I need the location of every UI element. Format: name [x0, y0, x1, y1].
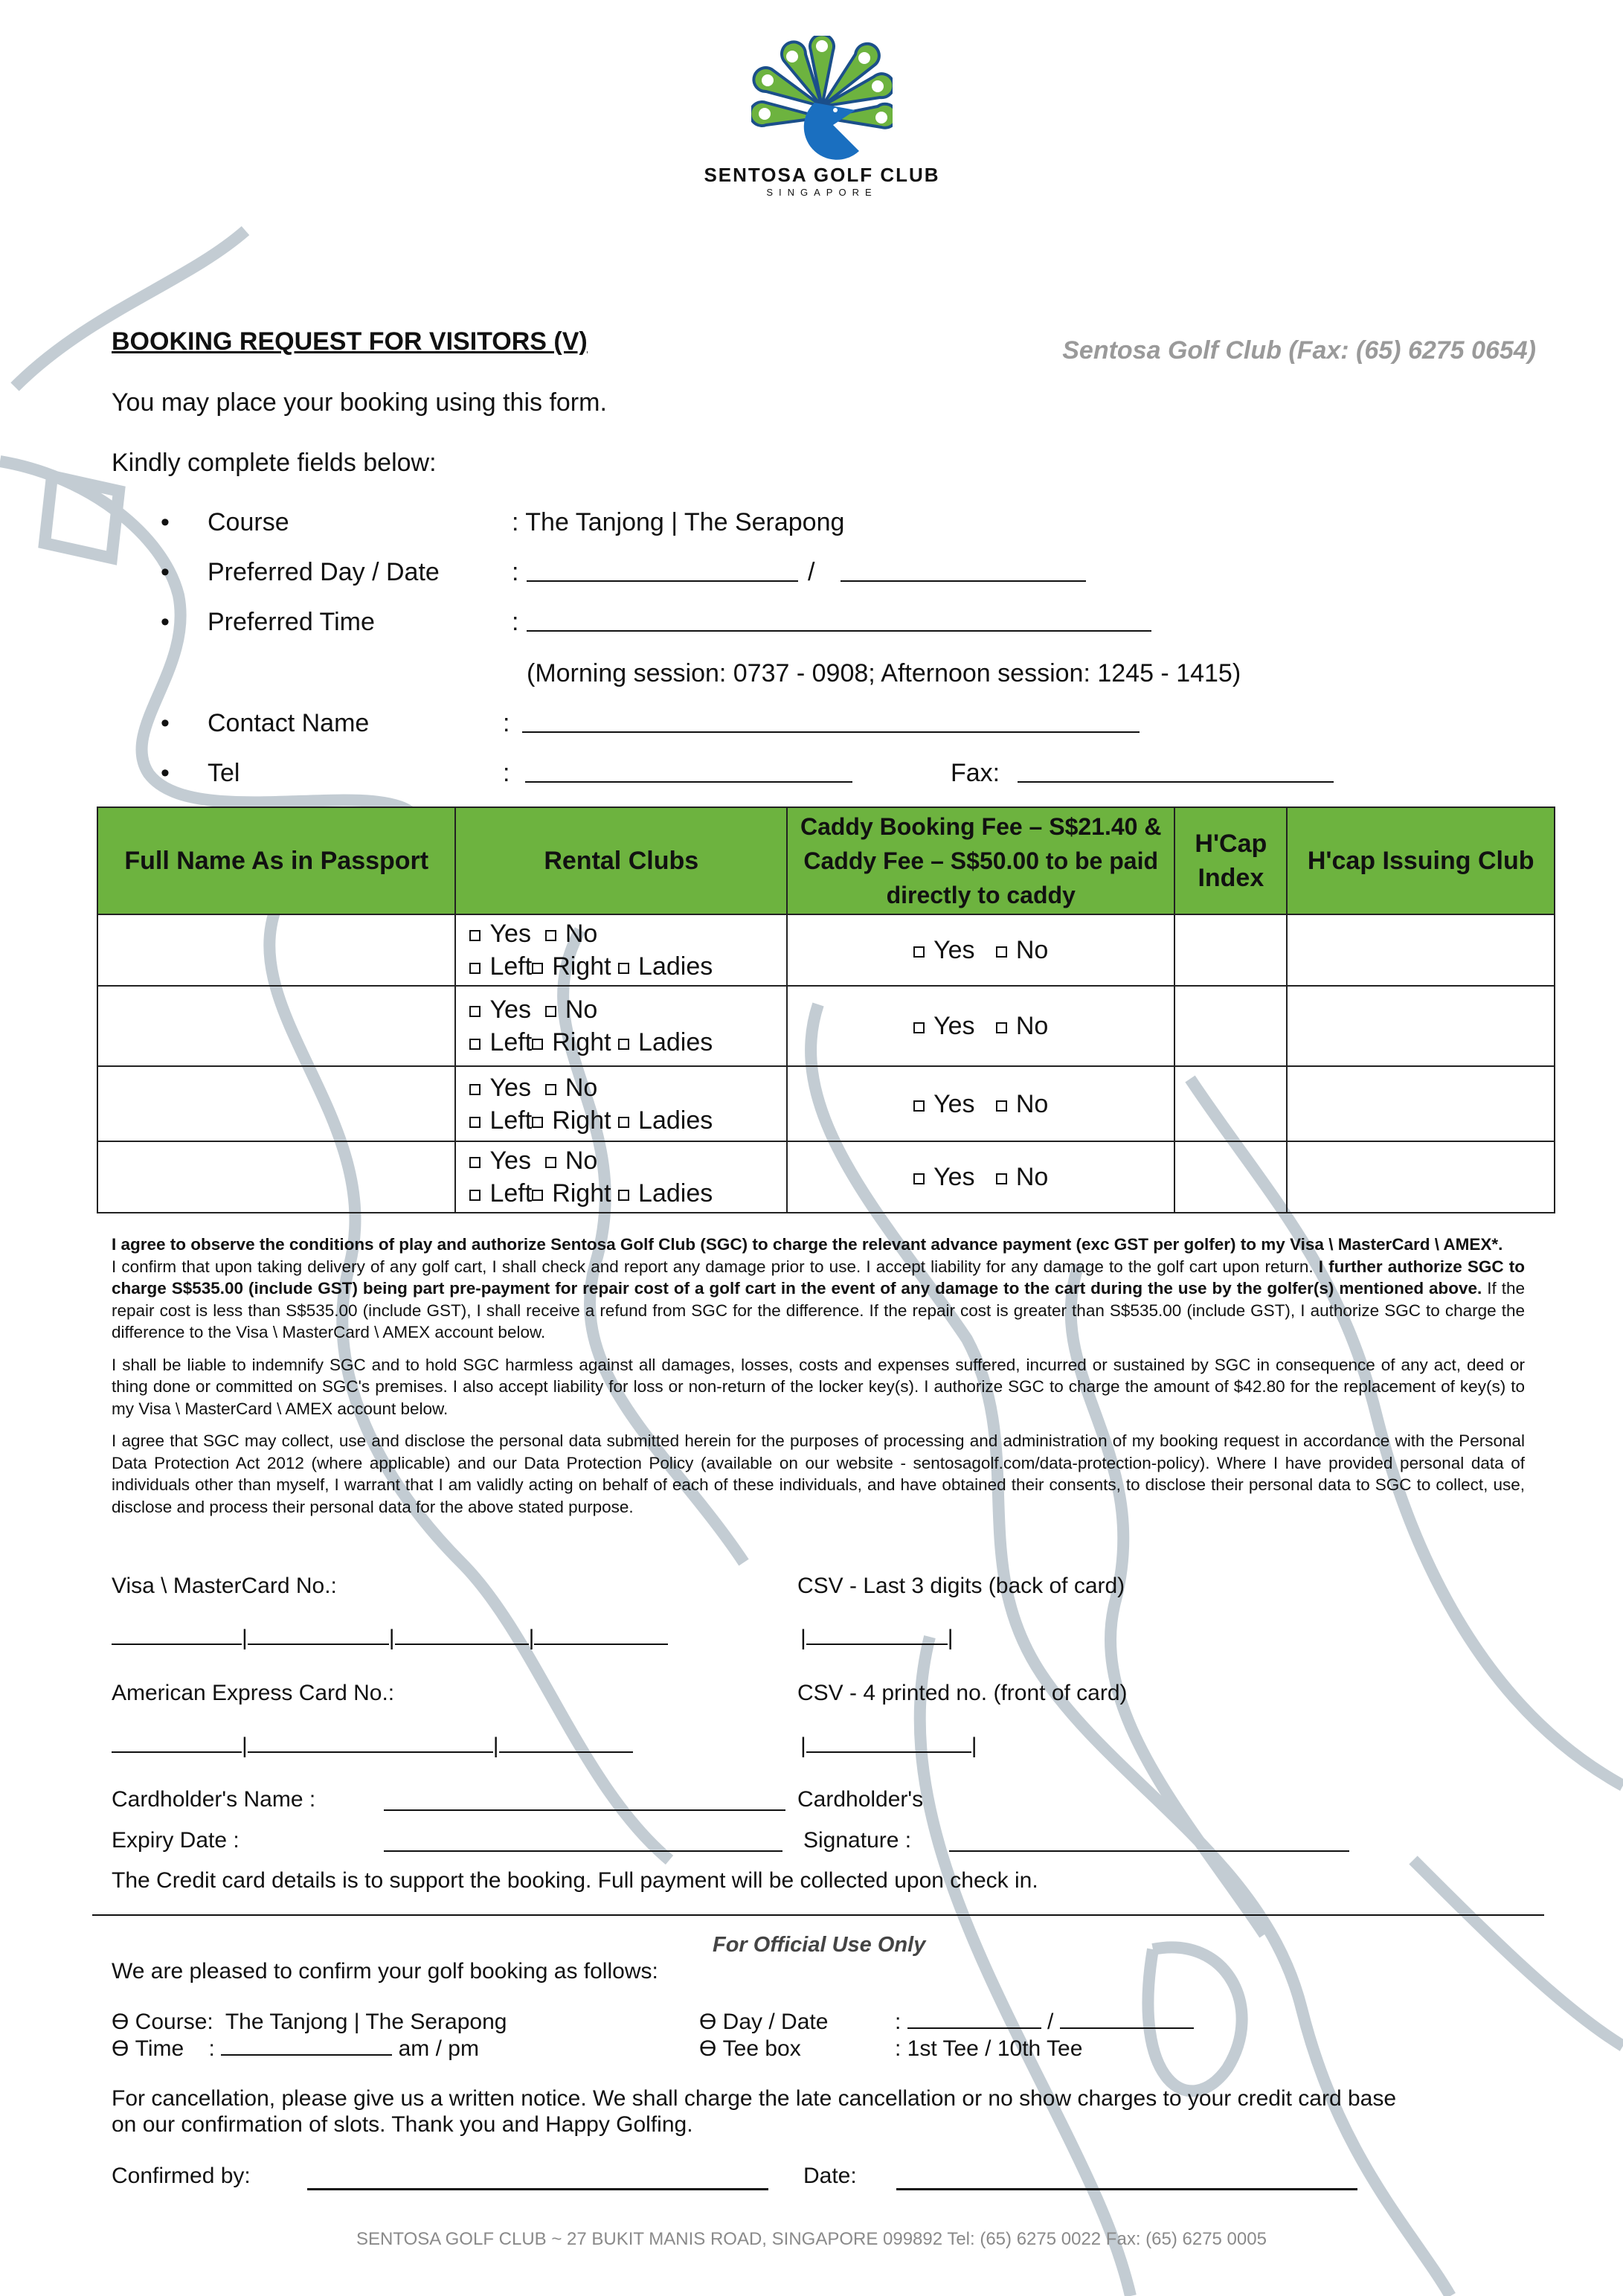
- confirmed-by-label: Confirmed by:: [112, 2164, 251, 2188]
- left-checkbox[interactable]: Left: [469, 952, 532, 981]
- official-time-input[interactable]: [221, 2054, 392, 2056]
- rental-clubs-cell: [455, 914, 787, 986]
- signature-input[interactable]: [949, 1850, 1349, 1852]
- rental-no-checkbox[interactable]: No: [545, 1074, 597, 1102]
- rental-clubs-cell: [455, 1141, 787, 1213]
- field-label: Preferred Time: [208, 608, 375, 636]
- terms-cart: I confirm that upon taking delivery of any golf cart, I shall check and report any damage prior to use. I accept liability for any damage to the golf cart upon return.: [112, 1257, 1319, 1276]
- fax-input[interactable]: [1018, 781, 1334, 783]
- credit-card-note: The Credit card details is to support the booking. Full payment will be collected upon check in.: [112, 1868, 1038, 1893]
- csv3-input[interactable]: | |: [800, 1626, 954, 1650]
- peacock-logo-icon: [751, 36, 893, 162]
- ladies-checkbox[interactable]: Ladies: [618, 1028, 713, 1056]
- csv3-label: CSV - Last 3 digits (back of card): [797, 1574, 1125, 1598]
- logo-name: SENTOSA GOLF CLUB: [704, 164, 940, 186]
- footer-address: SENTOSA GOLF CLUB ~ 27 BUKIT MANIS ROAD, SINGAPORE 099892 Tel: (65) 6275 0022 Fax: (65) 6275 0005: [356, 2229, 1267, 2249]
- field-label: Contact Name: [208, 709, 370, 737]
- logo: [699, 36, 945, 207]
- hcap-index-cell[interactable]: [1174, 1066, 1287, 1141]
- col-rental-clubs: Rental Clubs: [455, 807, 787, 914]
- full-name-cell[interactable]: [97, 1141, 455, 1213]
- field-course: • Course : The Tanjong | The Serapong: [161, 508, 845, 536]
- official-intro: We are pleased to confirm your golf booking as follows:: [112, 1959, 658, 1984]
- official-day-input[interactable]: : /: [895, 2010, 1194, 2035]
- hcap-index-cell[interactable]: [1174, 1141, 1287, 1213]
- confirm-date-label: Date:: [803, 2164, 857, 2188]
- terms-pdpa: I agree that SGC may collect, use and disclose the personal data submitted herein for the purposes of processing and administration of my booking request in accordance with the Personal Data Protection Act 2012 (where applicable) and our Data Protection Policy (available on our website - sentosagolf.com/data-protection-policy). Where I have provided personal data of individuals other than myself, I warrant that I am validly acting on behalf of each of these individuals, and have obtained their consents, to disclose their personal data to SGC to collect, use, disclose and process their personal data for the above stated purpose.: [112, 1431, 1525, 1516]
- expiry-input[interactable]: [384, 1850, 782, 1852]
- terms-agree: I agree to observe the conditions of play and authorize Sentosa Golf Club (SGC) to charge the relevant advance payment (exc GST per golfer) to my Visa \ MasterCard \ AMEX*.: [112, 1235, 1503, 1254]
- hcap-club-cell[interactable]: [1287, 1066, 1555, 1141]
- col-caddy: Caddy Booking Fee – S$21.40 & Caddy Fee – S$50.00 to be paid directly to caddy: [787, 807, 1174, 914]
- ladies-checkbox[interactable]: Ladies: [618, 952, 713, 981]
- right-checkbox[interactable]: Right: [532, 1106, 611, 1135]
- fax-label: Fax:: [951, 759, 1000, 787]
- official-time: ϴ Time : am / pm: [112, 2036, 479, 2061]
- table-row: [97, 914, 1555, 986]
- tel-input[interactable]: [525, 781, 852, 783]
- rental-no-checkbox[interactable]: No: [545, 995, 597, 1024]
- col-hcap-club: H'cap Issuing Club: [1287, 807, 1555, 914]
- right-checkbox[interactable]: Right: [532, 1179, 611, 1208]
- csv4-label: CSV - 4 printed no. (front of card): [797, 1681, 1128, 1705]
- right-checkbox[interactable]: Right: [532, 1028, 611, 1056]
- visa-label: Visa \ MasterCard No.:: [112, 1574, 337, 1598]
- full-name-cell[interactable]: [97, 914, 455, 986]
- hcap-club-cell[interactable]: [1287, 914, 1555, 986]
- colon: :: [512, 608, 519, 636]
- hcap-club-cell[interactable]: [1287, 1141, 1555, 1213]
- time-input[interactable]: [527, 630, 1151, 632]
- caddy-no-checkbox[interactable]: No: [996, 1090, 1048, 1118]
- caddy-yes-checkbox[interactable]: Yes: [913, 1163, 974, 1191]
- confirmed-by-input[interactable]: [307, 2188, 768, 2190]
- caddy-cell: [787, 1066, 1174, 1141]
- field-contact-name: • Contact Name :: [161, 709, 1202, 738]
- logo-sub: SINGAPORE: [766, 187, 878, 196]
- cardholder-sig-label: Cardholder's: [797, 1787, 924, 1812]
- amex-number-input[interactable]: | |: [112, 1734, 633, 1759]
- table-row: [97, 1066, 1555, 1141]
- terms-indemnify: I shall be liable to indemnify SGC and to hold SGC harmless against all damages, losses, costs and expenses suffered, incurred or sustained by SGC in consequence of any act, deed or thing done or committed on SGC's premises. I also accept liability for loss or non-return of the locker key(s). I authorize SGC to charge the amount of $42.80 for the replacement of key(s) to my Visa \ MasterCard \ AMEX account below.: [112, 1355, 1525, 1418]
- rental-yes-checkbox[interactable]: Yes: [469, 1147, 530, 1175]
- cardholder-name-input[interactable]: [384, 1809, 785, 1811]
- rental-yes-checkbox[interactable]: Yes: [469, 995, 530, 1024]
- field-preferred-day: • Preferred Day / Date : /: [161, 558, 1128, 587]
- intro-line: Kindly complete fields below:: [112, 449, 437, 477]
- hcap-index-cell[interactable]: [1174, 914, 1287, 986]
- ladies-checkbox[interactable]: Ladies: [618, 1179, 713, 1208]
- table-row: [97, 986, 1555, 1066]
- csv4-input[interactable]: | |: [800, 1734, 977, 1758]
- left-checkbox[interactable]: Left: [469, 1028, 532, 1056]
- field-tel: • Tel : Fax:: [161, 759, 1351, 788]
- confirm-date-input[interactable]: [896, 2188, 1357, 2190]
- rental-no-checkbox[interactable]: No: [545, 1147, 597, 1175]
- ladies-checkbox[interactable]: Ladies: [618, 1106, 713, 1135]
- cardholder-name-label: Cardholder's Name :: [112, 1787, 316, 1812]
- field-label: Tel: [208, 759, 240, 787]
- col-full-name: Full Name As in Passport: [97, 807, 455, 914]
- full-name-cell[interactable]: [97, 986, 455, 1066]
- colon: :: [512, 558, 519, 586]
- hcap-index-cell[interactable]: [1174, 986, 1287, 1066]
- right-checkbox[interactable]: Right: [532, 952, 611, 981]
- official-day-label: ϴ Day / Date: [699, 2010, 829, 2034]
- fax-header: Sentosa Golf Club (Fax: (65) 6275 0654): [1062, 336, 1536, 365]
- caddy-yes-checkbox[interactable]: Yes: [913, 1012, 974, 1040]
- course-options[interactable]: : The Tanjong | The Serapong: [512, 508, 845, 536]
- rental-yes-checkbox[interactable]: Yes: [469, 920, 530, 948]
- official-use-title: For Official Use Only: [713, 1933, 926, 1957]
- left-checkbox[interactable]: Left: [469, 1179, 532, 1208]
- divider: [92, 1914, 1544, 1916]
- amex-label: American Express Card No.:: [112, 1681, 395, 1705]
- official-course: ϴ Course: The Tanjong | The Serapong: [112, 2010, 507, 2034]
- field-label: Course: [208, 508, 289, 536]
- visa-number-input[interactable]: | | |: [112, 1626, 668, 1651]
- cancellation-note: For cancellation, please give us a written notice. We shall charge the late cancellation or no show charges to your credit card base: [112, 2086, 1397, 2111]
- field-preferred-time: • Preferred Time :: [161, 608, 1202, 637]
- caddy-cell: [787, 1141, 1174, 1213]
- separator: /: [808, 558, 815, 586]
- rental-no-checkbox[interactable]: No: [545, 920, 597, 948]
- rental-yes-checkbox[interactable]: Yes: [469, 1074, 530, 1102]
- official-teebox-label: ϴ Tee box: [699, 2036, 801, 2061]
- caddy-yes-checkbox[interactable]: Yes: [913, 1090, 974, 1118]
- page-title: BOOKING REQUEST FOR VISITORS (V): [112, 327, 588, 356]
- caddy-cell: [787, 986, 1174, 1066]
- contact-name-input[interactable]: [522, 731, 1140, 733]
- left-checkbox[interactable]: Left: [469, 1106, 532, 1135]
- colon: :: [503, 759, 510, 787]
- rental-clubs-cell: [455, 1066, 787, 1141]
- full-name-cell[interactable]: [97, 1066, 455, 1141]
- table-row: [97, 1141, 1555, 1213]
- expiry-label: Expiry Date :: [112, 1828, 240, 1853]
- terms-cart-charge: I further authorize SGC to charge S$535.00 (include GST) being part pre-payment for repair cost of a golf cart in the event of any damage to the cart during the use by the golfer(s) mentioned above.: [112, 1257, 1525, 1298]
- day-input[interactable]: [527, 580, 798, 582]
- terms: [112, 1234, 1525, 1528]
- signature-label: Signature :: [803, 1828, 912, 1853]
- caddy-no-checkbox[interactable]: No: [996, 1163, 1048, 1191]
- caddy-no-checkbox[interactable]: No: [996, 936, 1048, 964]
- rental-clubs-cell: [455, 986, 787, 1066]
- cancellation-note-2: on our confirmation of slots. Thank you and Happy Golfing.: [112, 2112, 693, 2137]
- hcap-club-cell[interactable]: [1287, 986, 1555, 1066]
- field-label: Preferred Day / Date: [208, 558, 440, 586]
- caddy-yes-checkbox[interactable]: Yes: [913, 936, 974, 964]
- date-input[interactable]: [841, 580, 1086, 582]
- official-teebox-value: : 1st Tee / 10th Tee: [895, 2036, 1083, 2061]
- session-note: (Morning session: 0737 - 0908; Afternoon session: 1245 - 1415): [527, 659, 1241, 687]
- colon: :: [503, 709, 510, 737]
- col-hcap-index: H'Cap Index: [1174, 807, 1287, 914]
- caddy-cell: [787, 914, 1174, 986]
- golfer-table: [97, 807, 1555, 1213]
- caddy-no-checkbox[interactable]: No: [996, 1012, 1048, 1040]
- terms-cart-refund: If the repair cost is less than S$535.00 (include GST), I shall receive a refund from SGC for the difference. If the repair cost is greater than S$535.00 (include GST), I authorize SGC to charge the difference to the Visa \ MasterCard \ AMEX account below.: [112, 1279, 1525, 1341]
- intro-line: You may place your booking using this form.: [112, 388, 607, 417]
